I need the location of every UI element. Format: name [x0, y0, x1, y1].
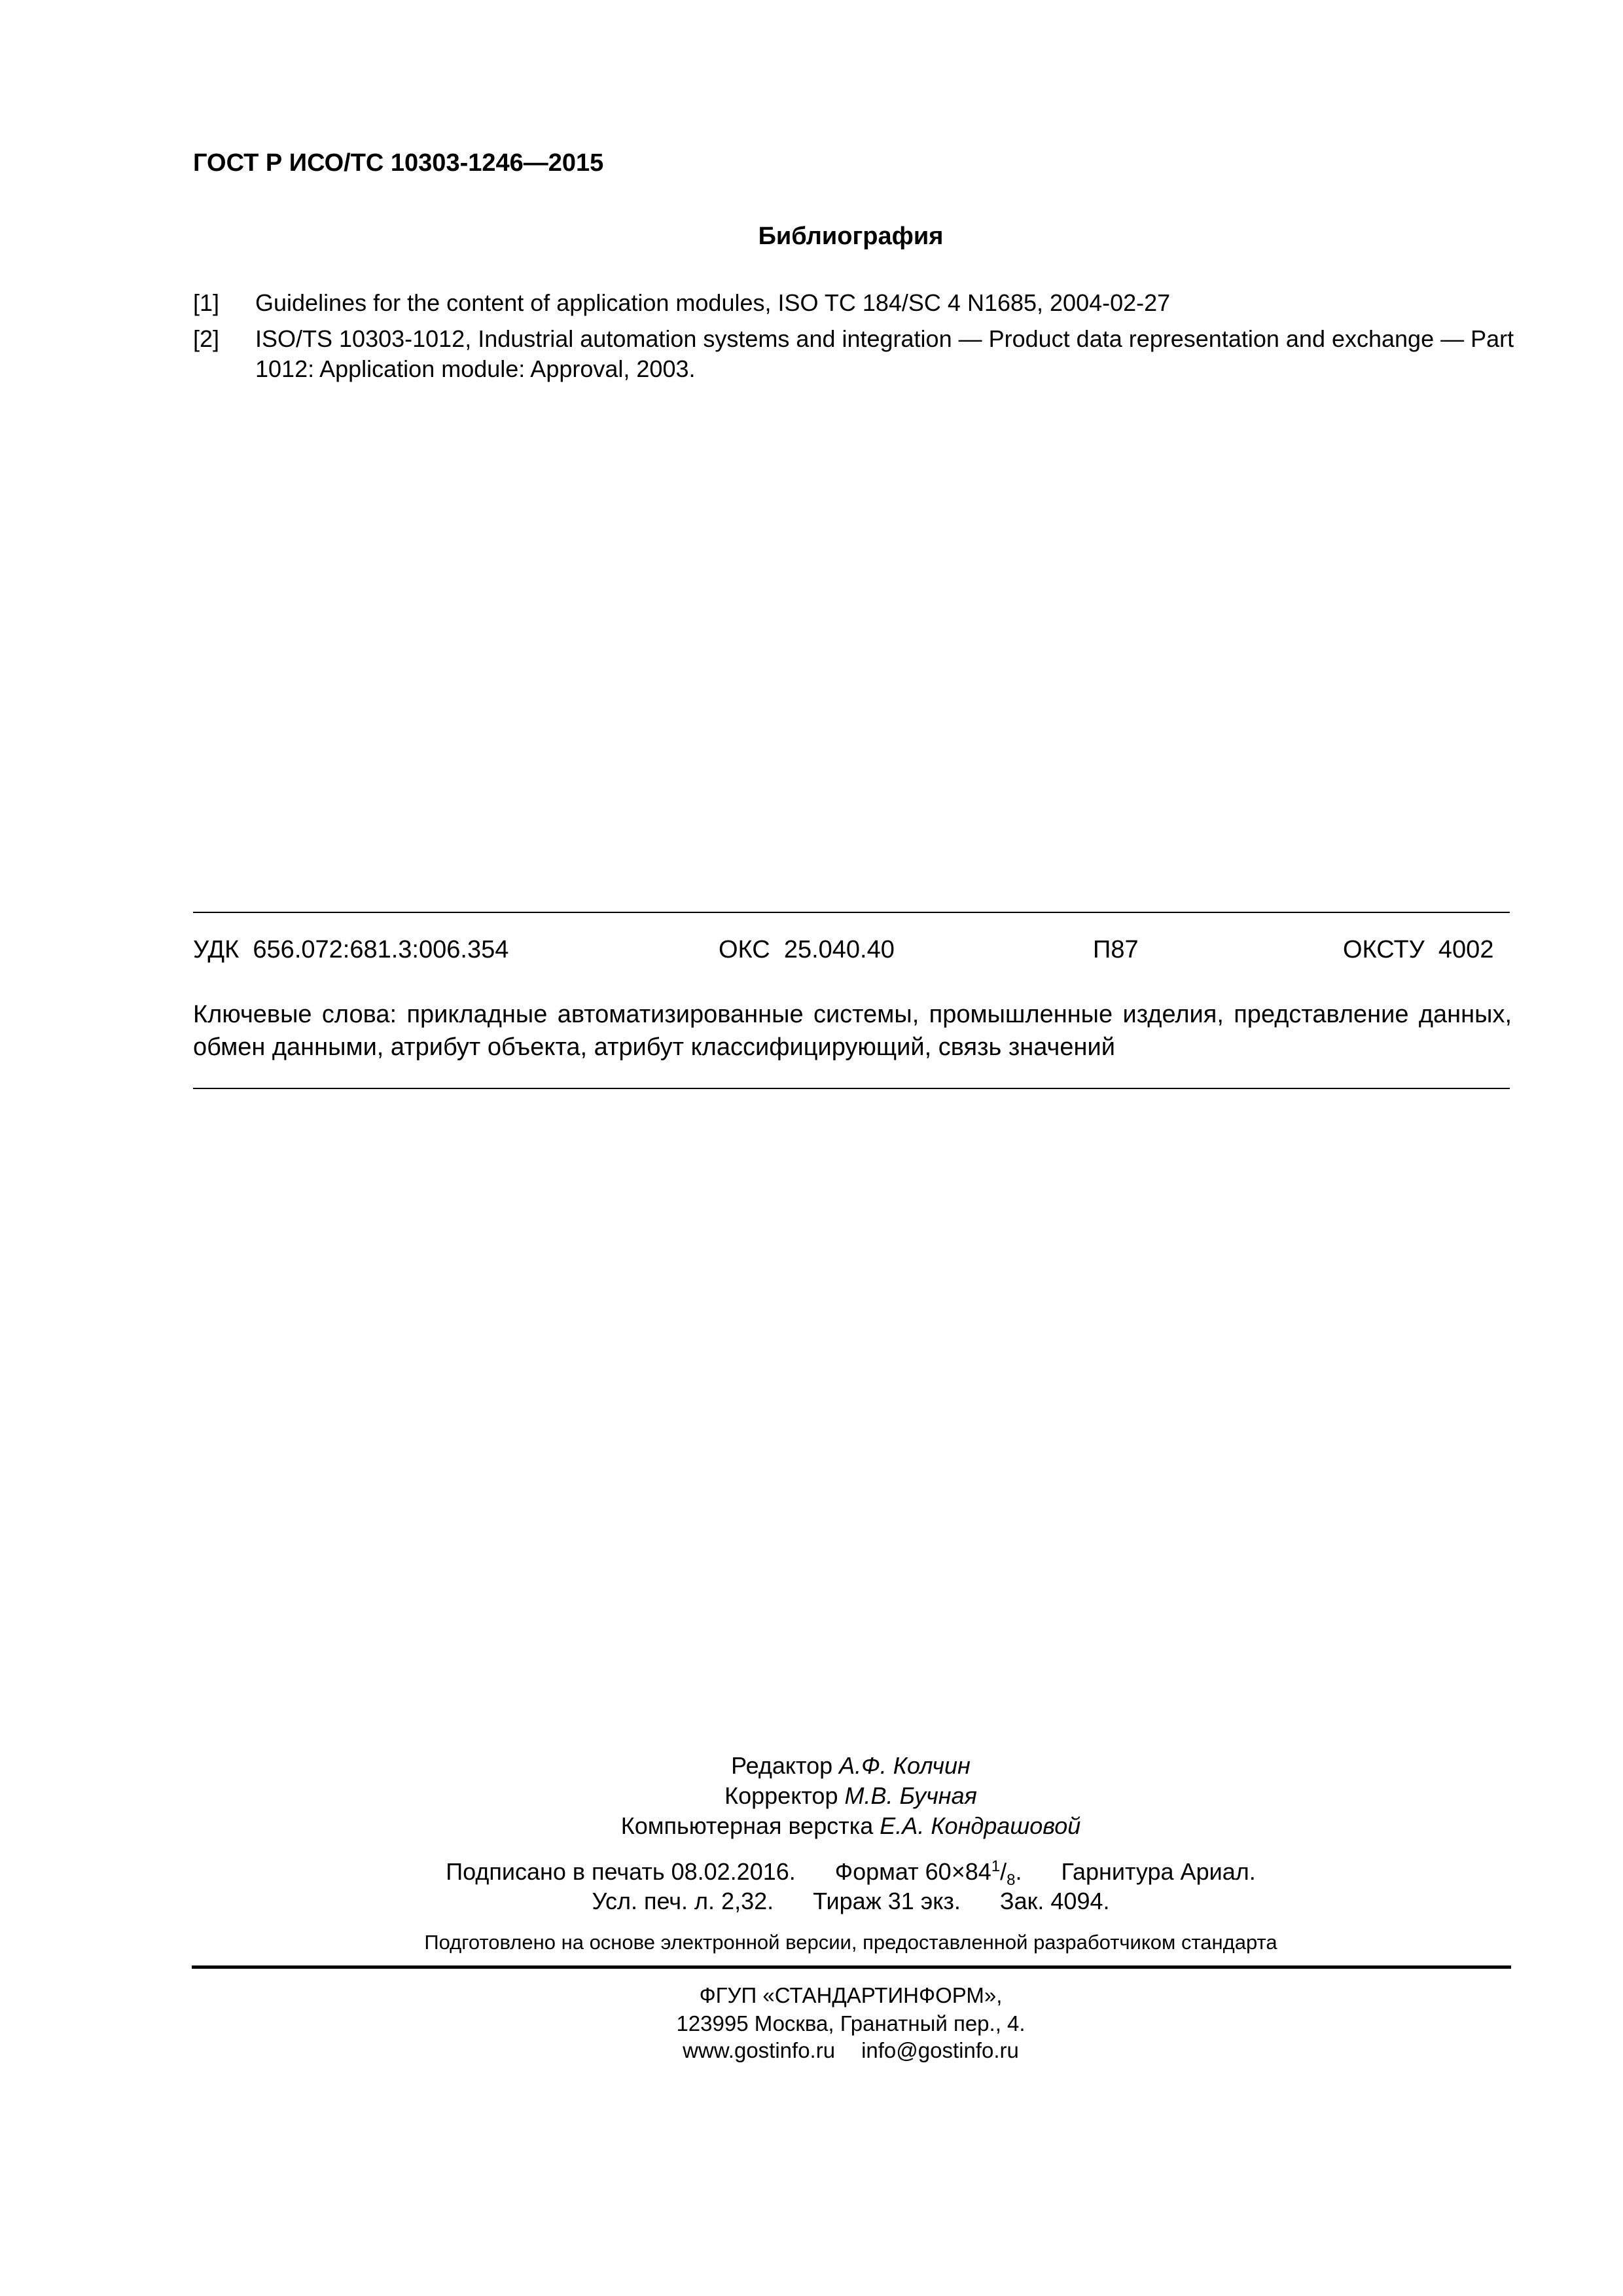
typeface: Гарнитура Ариал. — [1061, 1858, 1256, 1885]
group-code: П87 — [1093, 936, 1139, 963]
footer-rule — [192, 1965, 1511, 1969]
bibliography-entry-number: [1] — [193, 289, 220, 316]
bibliography-entry — [193, 324, 1515, 384]
oks-code: ОКС 25.040.40 — [719, 936, 895, 963]
corrector-label: Корректор — [724, 1782, 838, 1809]
layout-name: Е.А. Кондрашовой — [880, 1812, 1081, 1839]
section-title: Библиография — [758, 223, 944, 250]
document-code: ГОСТ Р ИСО/ТС 10303-1246—2015 — [193, 149, 604, 177]
editor-label: Редактор — [731, 1752, 833, 1779]
bibliography-entry-number: [2] — [193, 325, 220, 352]
editor-name: А.Ф. Колчин — [839, 1752, 971, 1779]
publisher-email: info@gostinfo.ru — [861, 2038, 1019, 2062]
publisher-website: www.gostinfo.ru — [683, 2038, 836, 2062]
printed-sheets: Усл. печ. л. 2,32. — [592, 1888, 774, 1914]
paper-format: Формат $60\times 84^1/_8$. — [834, 1857, 1022, 1890]
order-number: Зак. 4094. — [999, 1888, 1110, 1914]
print-details-line-1 — [0, 1857, 1623, 1890]
bibliography-entry — [193, 288, 1515, 318]
editor-line — [0, 1752, 1623, 1780]
print-run: Тираж 31 экз. — [813, 1888, 961, 1914]
udk-code: УДК 656.072:681.3:006.354 — [193, 936, 509, 963]
publisher-name: ФГУП «СТАНДАРТИНФОРМ», — [699, 1983, 1003, 2007]
publisher-contacts — [0, 2038, 1623, 2063]
signed-date: Подписано в печать 08.02.2016. — [446, 1858, 796, 1885]
publisher-address: 123995 Москва, Гранатный пер., 4. — [676, 2011, 1026, 2036]
keywords: Ключевые слова: прикладные автоматизированные системы, промышленные изделия, представление данных, обмен данными, атрибут объекта, атрибут классифицирующий, связь значений — [193, 1001, 1512, 1061]
divider-bottom — [193, 1088, 1510, 1089]
corrector-name: М.В. Бучная — [844, 1782, 977, 1809]
okstu-code: ОКСТУ 4002 — [1343, 936, 1494, 963]
prepared-note: Подготовлено на основе электронной версии, предоставленной разработчиком стандарта — [424, 1931, 1277, 1954]
divider-top — [193, 912, 1510, 913]
layout-line — [0, 1812, 1623, 1840]
corrector-line — [0, 1782, 1623, 1810]
layout-label: Компьютерная верстка — [620, 1812, 874, 1839]
bibliography-entry-text: ISO/TS 10303-1012, Industrial automation systems and integration — Product data representation and exchange — Part 1012: Application module: Approval, 2003. — [255, 325, 1514, 382]
bibliography-entry-text: Guidelines for the content of application modules, ISO TC 184/SC 4 N1685, 2004-02-27 — [255, 289, 1171, 316]
print-details-line-2 — [0, 1888, 1623, 1915]
